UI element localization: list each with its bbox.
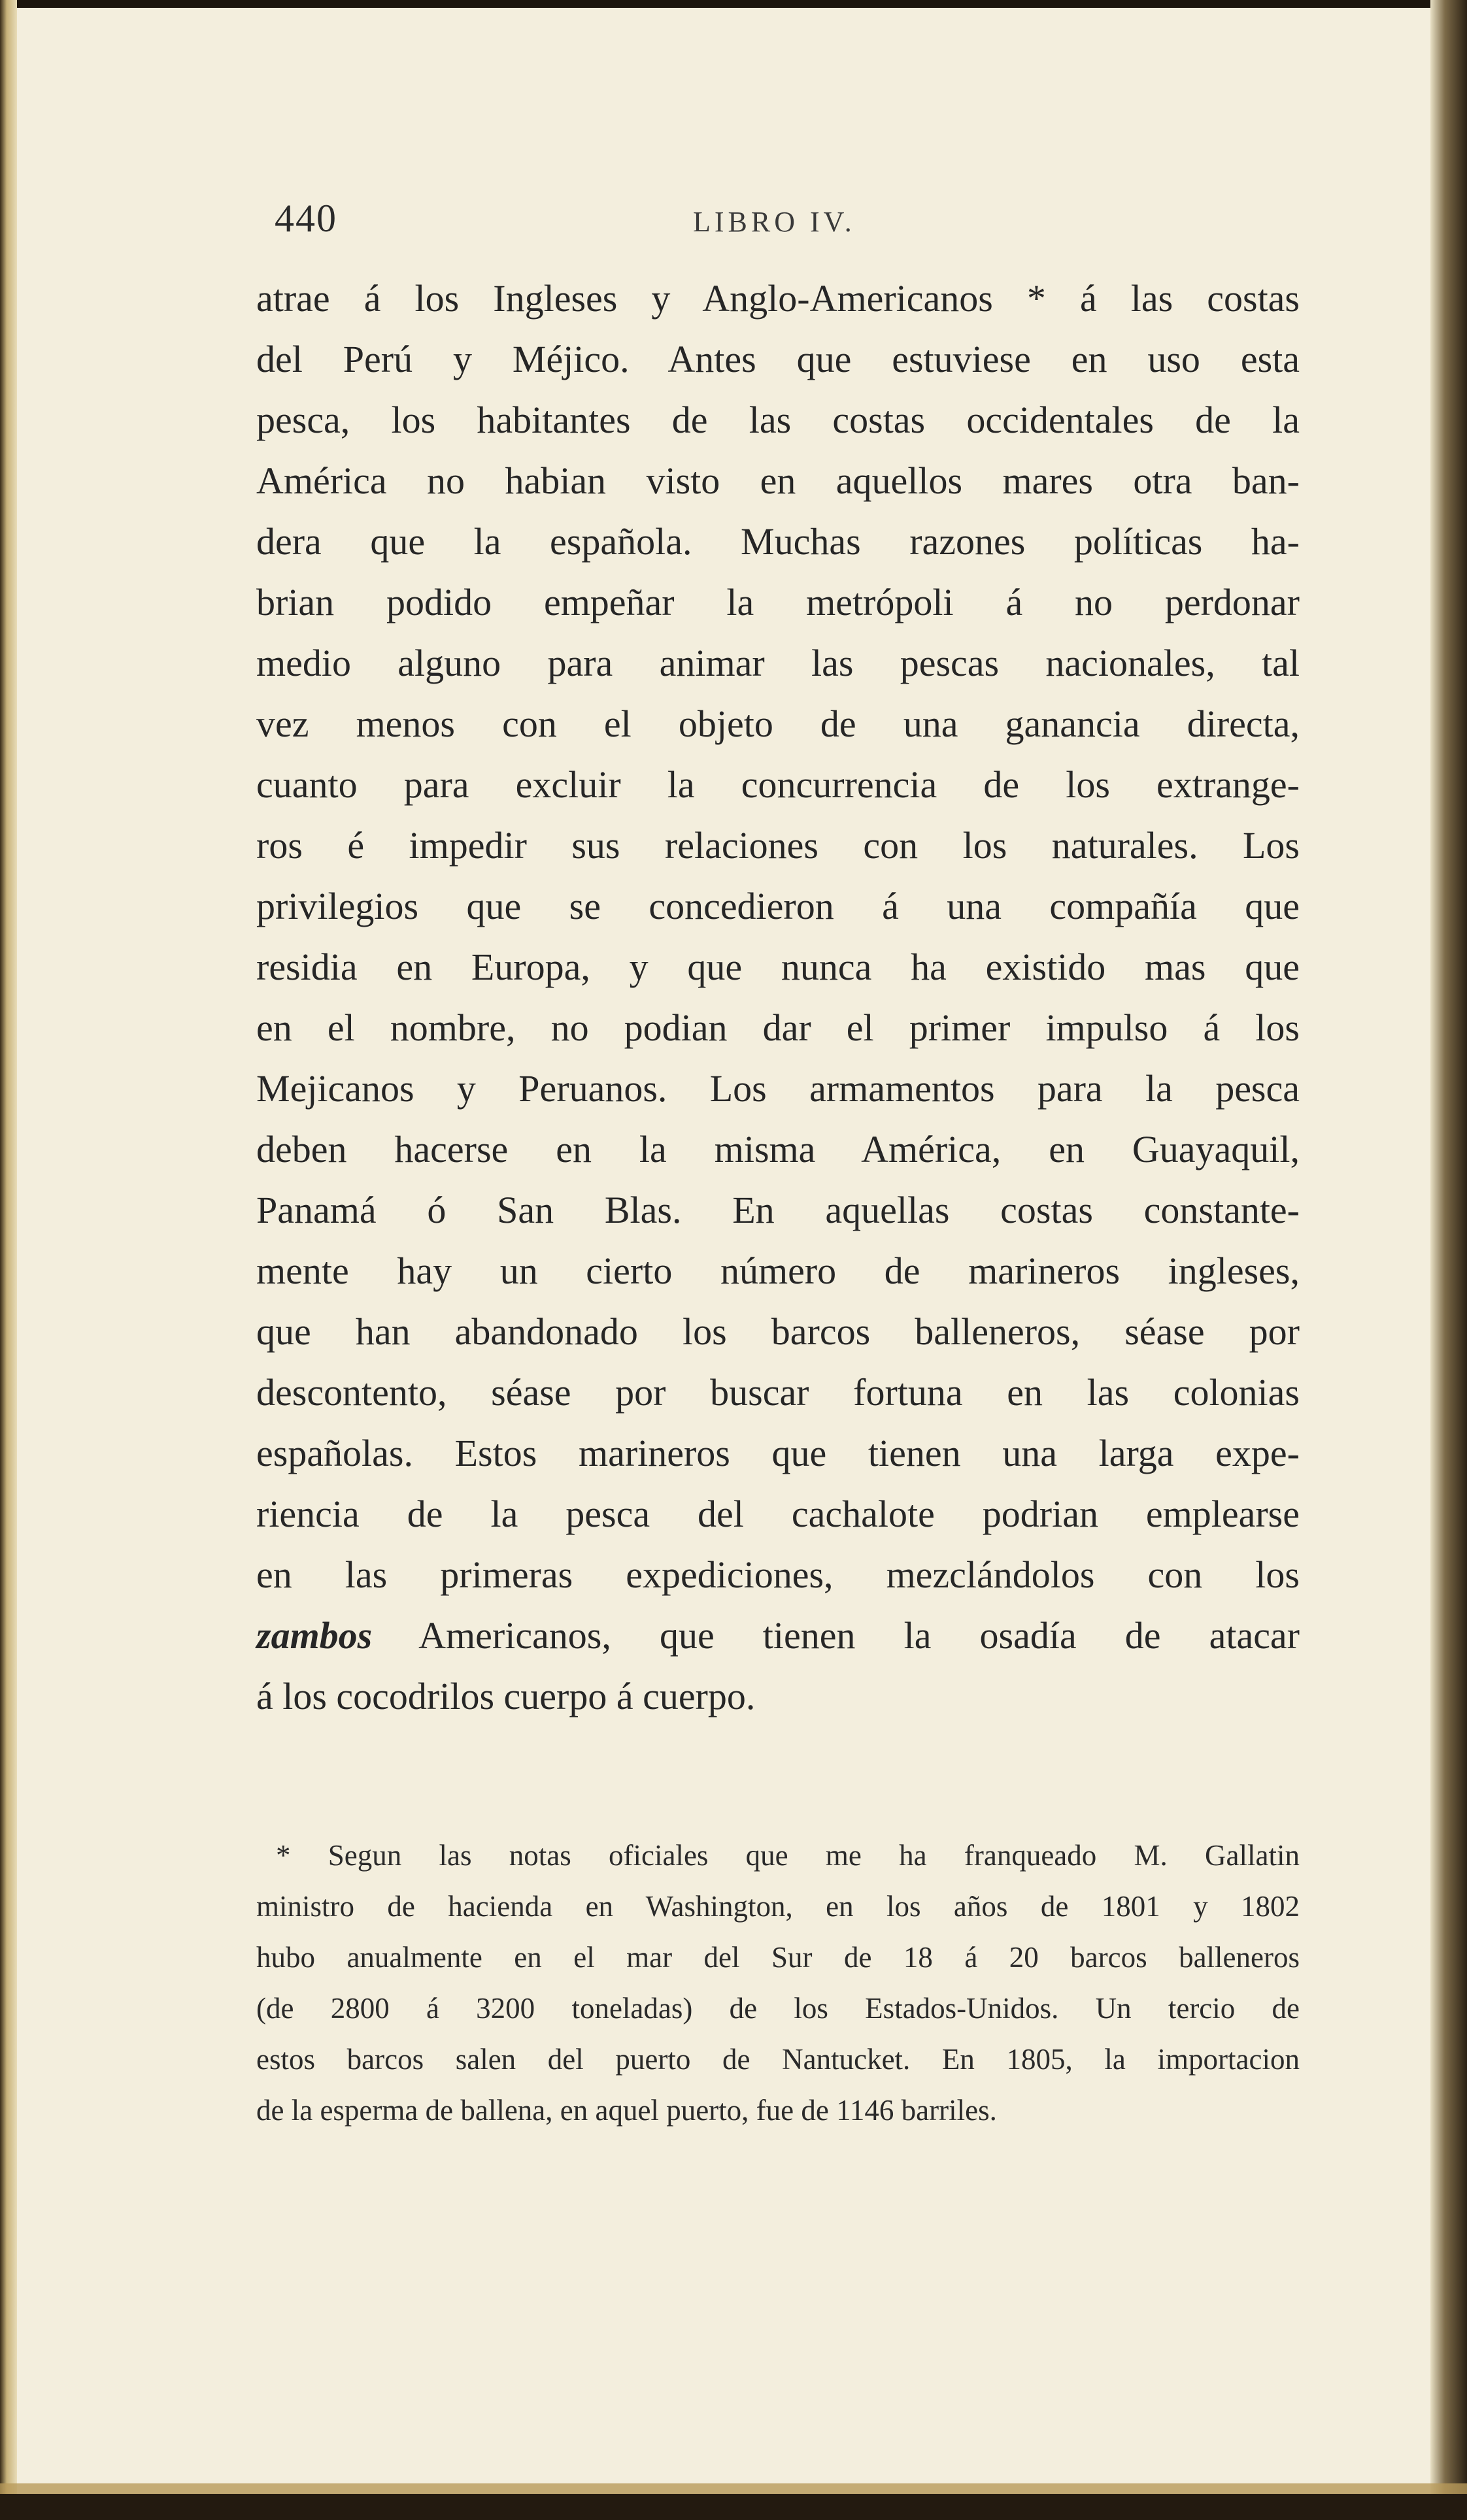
text-line: pesca, los habitantes de las costas occidentales de la xyxy=(256,399,1300,441)
text-line: Panamá ó San Blas. En aquellas costas constante- xyxy=(256,1189,1300,1231)
footnote-line: (de 2800 á 3200 toneladas) de los Estados-Unidos. Un tercio de xyxy=(256,1992,1300,2025)
text-line: en las primeras expediciones, mezclándolos con los xyxy=(256,1553,1300,1596)
text-line-remainder: Americanos, que tienen la osadía de atacar xyxy=(372,1614,1300,1657)
footnote xyxy=(256,1830,1300,2136)
main-text xyxy=(256,268,1300,1727)
text-line: mente hay un cierto número de marineros ingleses, xyxy=(256,1250,1300,1292)
page-left-edge xyxy=(0,0,17,2520)
text-line: deben hacerse en la misma América, en Guayaquil, xyxy=(256,1128,1300,1170)
text-line: atrae á los Ingleses y Anglo-Americanos * á las costas xyxy=(256,277,1300,320)
text-line: residia en Europa, y que nunca ha existido mas que xyxy=(256,946,1300,988)
text-line: dera que la española. Muchas razones políticas ha- xyxy=(256,520,1300,563)
text-line: españolas. Estos marineros que tienen una larga expe- xyxy=(256,1432,1300,1474)
italic-term: zambos xyxy=(256,1614,373,1657)
footnote-line: de la esperma de ballena, en aquel puerto, fue de 1146 barriles. xyxy=(256,2094,997,2127)
text-line: del Perú y Méjico. Antes que estuviese en uso esta xyxy=(256,338,1300,380)
text-line: riencia de la pesca del cachalote podrian emplearse xyxy=(256,1493,1300,1535)
text-line: privilegios que se concedieron á una compañía que xyxy=(256,885,1300,927)
page-top-edge xyxy=(0,0,1467,8)
text-line: vez menos con el objeto de una ganancia directa, xyxy=(256,703,1300,745)
footnote-line: hubo anualmente en el mar del Sur de 18 á 20 barcos balleneros xyxy=(256,1941,1300,1974)
text-line: que han abandonado los barcos balleneros, séase por xyxy=(256,1310,1300,1353)
running-head: LIBRO IV. xyxy=(693,206,856,238)
footnote-line: ministro de hacienda en Washington, en los años de 1801 y 1802 xyxy=(256,1890,1300,1923)
text-line xyxy=(256,1605,1300,1666)
text-line: ros é impedir sus relaciones con los naturales. Los xyxy=(256,824,1300,867)
text-line-final: á los cocodrilos cuerpo á cuerpo. xyxy=(256,1675,756,1717)
page-right-edge xyxy=(1430,0,1467,2520)
text-line: América no habian visto en aquellos mares otra ban- xyxy=(256,459,1300,502)
page-number: 440 xyxy=(275,197,337,240)
text-line: medio alguno para animar las pescas nacionales, tal xyxy=(256,642,1300,684)
text-line: cuanto para excluir la concurrencia de los extrange- xyxy=(256,763,1300,806)
text-line: en el nombre, no podian dar el primer impulso á los xyxy=(256,1006,1300,1049)
page-gilt-edge xyxy=(0,2483,1467,2494)
footnote-line: * Segun las notas oficiales que me ha franqueado M. Gallatin xyxy=(276,1839,1300,1872)
text-line: brian podido empeñar la metrópoli á no perdonar xyxy=(256,581,1300,623)
page-header xyxy=(275,196,1294,248)
footnote-line: estos barcos salen del puerto de Nantucket. En 1805, la importacion xyxy=(256,2043,1300,2076)
page-bottom-edge xyxy=(0,2494,1467,2520)
text-line: descontento, séase por buscar fortuna en las colonias xyxy=(256,1371,1300,1414)
text-line: Mejicanos y Peruanos. Los armamentos para la pesca xyxy=(256,1067,1300,1110)
